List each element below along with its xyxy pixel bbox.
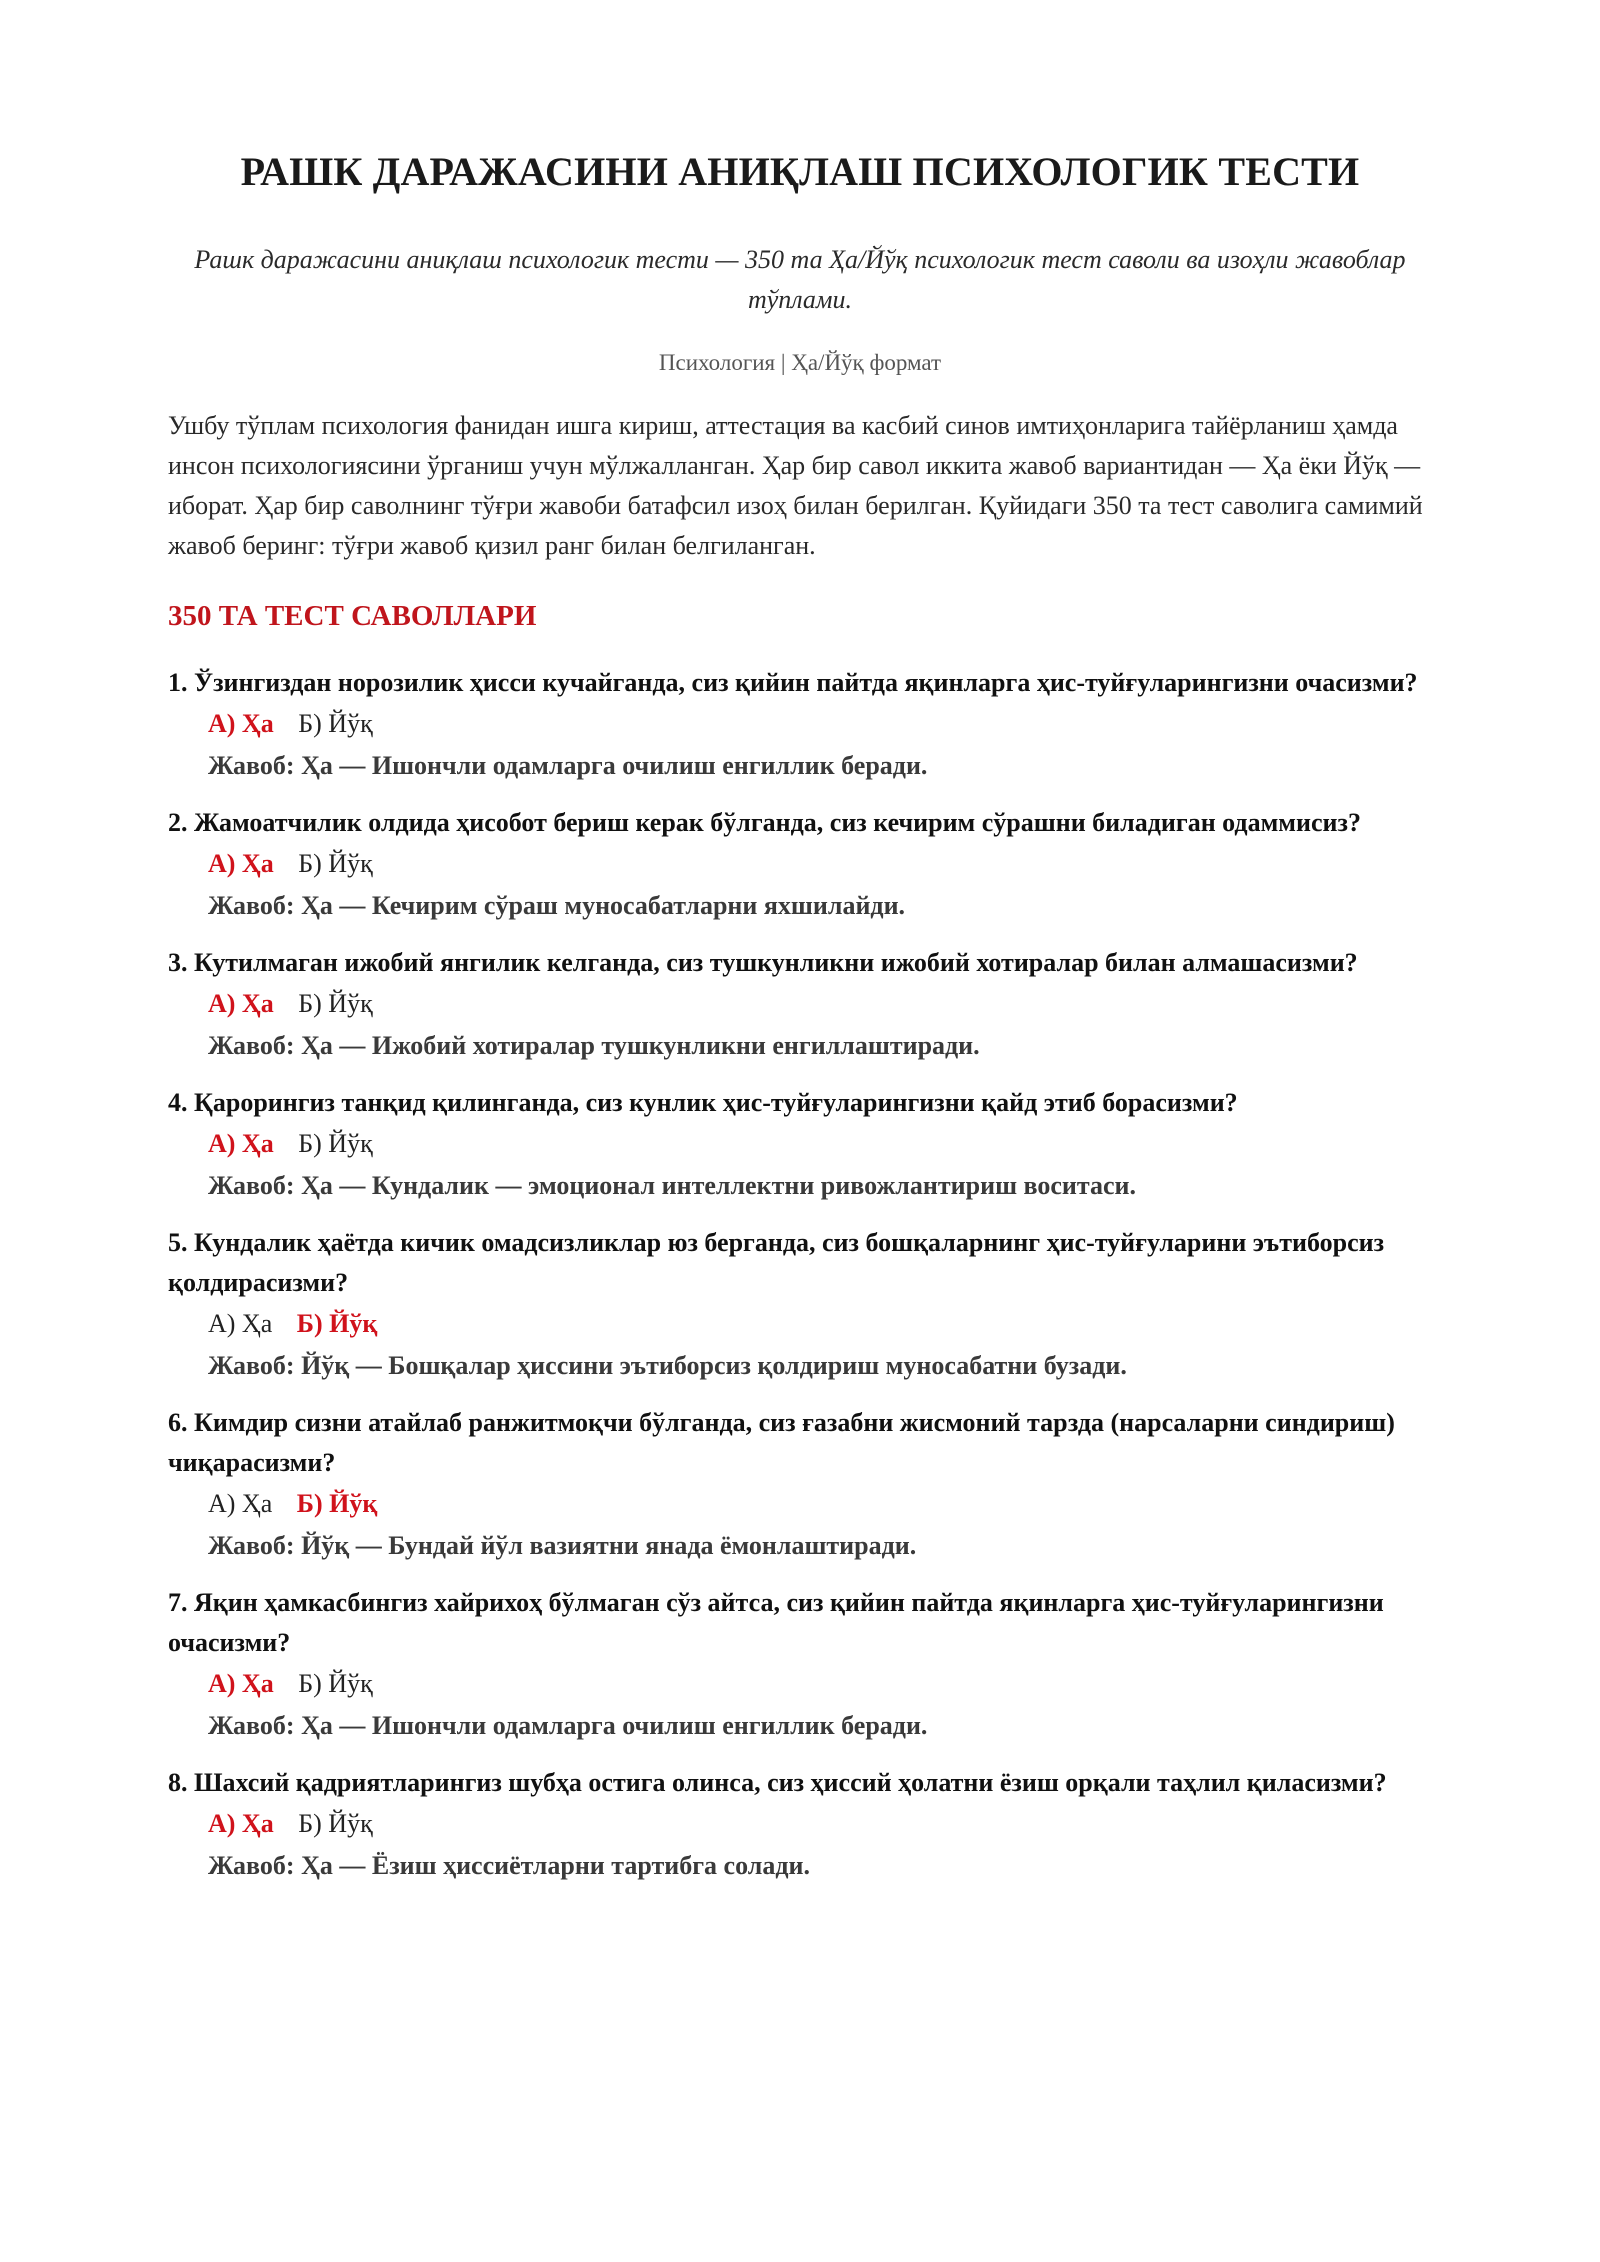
option-b: Б) Йўқ <box>298 709 373 738</box>
question-item <box>168 1763 1432 1887</box>
answer-explanation: Жавоб: Йўқ — Бошқалар ҳиссини эътиборсиз қолдириш муносабатни бузади. <box>208 1351 1127 1380</box>
option-a: А) Ҳа <box>208 989 274 1018</box>
answer-explanation: Жавоб: Ҳа — Ишончли одамларга очилиш енгиллик беради. <box>208 1711 928 1740</box>
section-title: 350 ТА ТЕСТ САВОЛЛАРИ <box>168 600 537 632</box>
question-text: 6. Кимдир сизни атайлаб ранжитмоқчи бўлганда, сиз ғазабни жисмоний тарзда (нарсаларни синдириш) чиқарасизми? <box>168 1408 1395 1477</box>
question-item <box>168 943 1432 1067</box>
option-a: А) Ҳа <box>208 1669 274 1698</box>
question-item <box>168 803 1432 927</box>
answer-explanation: Жавоб: Ҳа — Ижобий хотиралар тушкунликни енгиллаштиради. <box>208 1031 980 1060</box>
answer-options <box>168 1803 1432 1845</box>
question-text: 8. Шахсий қадриятларингиз шубҳа остига олинса, сиз ҳиссий ҳолатни ёзиш орқали таҳлил қиласизми? <box>168 1768 1387 1797</box>
category-meta: Психология | Ҳа/Йўқ формат <box>658 350 942 375</box>
question-item <box>168 1583 1432 1747</box>
intro-paragraph: Ушбу тўплам психология фанидан ишга кириш, аттестация ва касбий синов имтиҳонларига тайёрланиш ҳамда инсон психологиясини ўрганиш учун мўлжалланган. Ҳар бир савол иккита жавоб вариантидан — Ҳа ёки Йўқ — иборат. Ҳар бир саволнинг тўғри жавоби батафсил изоҳ билан берилган. Қуйидаги 350 та тест саволига самимий жавоб беринг: тўғри жавоб қизил ранг билан белгиланган. <box>168 411 1423 560</box>
question-item <box>168 1083 1432 1207</box>
answer-options <box>168 1303 1432 1345</box>
page-title: РАШК ДАРАЖАСИНИ АНИҚЛАШ ПСИХОЛОГИК ТЕСТИ <box>240 149 1360 194</box>
answer-explanation: Жавоб: Ҳа — Кундалик — эмоционал интеллектни ривожлантириш воситаси. <box>208 1171 1137 1200</box>
question-text: 5. Кундалик ҳаётда кичик омадсизликлар юз берганда, сиз бошқаларнинг ҳис-туйғуларини эътиборсиз қолдирасизми? <box>168 1228 1385 1297</box>
answer-options <box>168 843 1432 885</box>
question-text: 1. Ўзингиздан норозилик ҳисси кучайганда, сиз қийин пайтда яқинларга ҳис-туйғуларингизни очасизми? <box>168 668 1418 697</box>
answer-explanation: Жавоб: Ҳа — Кечирим сўраш муносабатларни яхшилайди. <box>208 891 906 920</box>
answer-options <box>168 703 1432 745</box>
option-a: А) Ҳа <box>208 1309 273 1338</box>
question-text: 3. Кутилмаган ижобий янгилик келганда, сиз тушкунликни ижобий хотиралар билан алмашасизми? <box>168 948 1358 977</box>
question-text: 2. Жамоатчилик олдида ҳисобот бериш керак бўлганда, сиз кечирим сўрашни биладиган одаммисиз? <box>168 808 1361 837</box>
answer-options <box>168 1123 1432 1165</box>
answer-explanation: Жавоб: Ҳа — Ишончли одамларга очилиш енгиллик беради. <box>208 751 928 780</box>
answer-options <box>168 1483 1432 1525</box>
page-subtitle: Рашк даражасини аниқлаш психологик тести — 350 та Ҳа/Йўқ психологик тест саволи ва изоҳли жавоблар тўплами. <box>194 245 1406 314</box>
answer-explanation: Жавоб: Ҳа — Ёзиш ҳиссиётларни тартибга солади. <box>208 1851 810 1880</box>
question-item <box>168 1403 1432 1567</box>
answer-options <box>168 1663 1432 1705</box>
question-text: 4. Қарорингиз танқид қилинганда, сиз кунлик ҳис-туйғуларингизни қайд этиб борасизми? <box>168 1088 1238 1117</box>
question-item <box>168 663 1432 787</box>
question-list <box>168 663 1432 1887</box>
option-b: Б) Йўқ <box>298 1669 373 1698</box>
answer-explanation: Жавоб: Йўқ — Бундай йўл вазиятни янада ёмонлаштиради. <box>208 1531 917 1560</box>
question-item <box>168 1223 1432 1387</box>
option-b: Б) Йўқ <box>298 1129 373 1158</box>
option-b: Б) Йўқ <box>296 1489 378 1518</box>
option-a: А) Ҳа <box>208 1809 274 1838</box>
question-text: 7. Яқин ҳамкасбингиз хайрихоҳ бўлмаган сўз айтса, сиз қийин пайтда яқинларга ҳис-туйғуларингизни очасизми? <box>168 1588 1384 1657</box>
option-b: Б) Йўқ <box>298 1809 373 1838</box>
option-a: А) Ҳа <box>208 709 274 738</box>
option-b: Б) Йўқ <box>296 1309 378 1338</box>
option-b: Б) Йўқ <box>298 989 373 1018</box>
option-a: А) Ҳа <box>208 1489 273 1518</box>
option-a: А) Ҳа <box>208 1129 274 1158</box>
option-b: Б) Йўқ <box>298 849 373 878</box>
option-a: А) Ҳа <box>208 849 274 878</box>
answer-options <box>168 983 1432 1025</box>
